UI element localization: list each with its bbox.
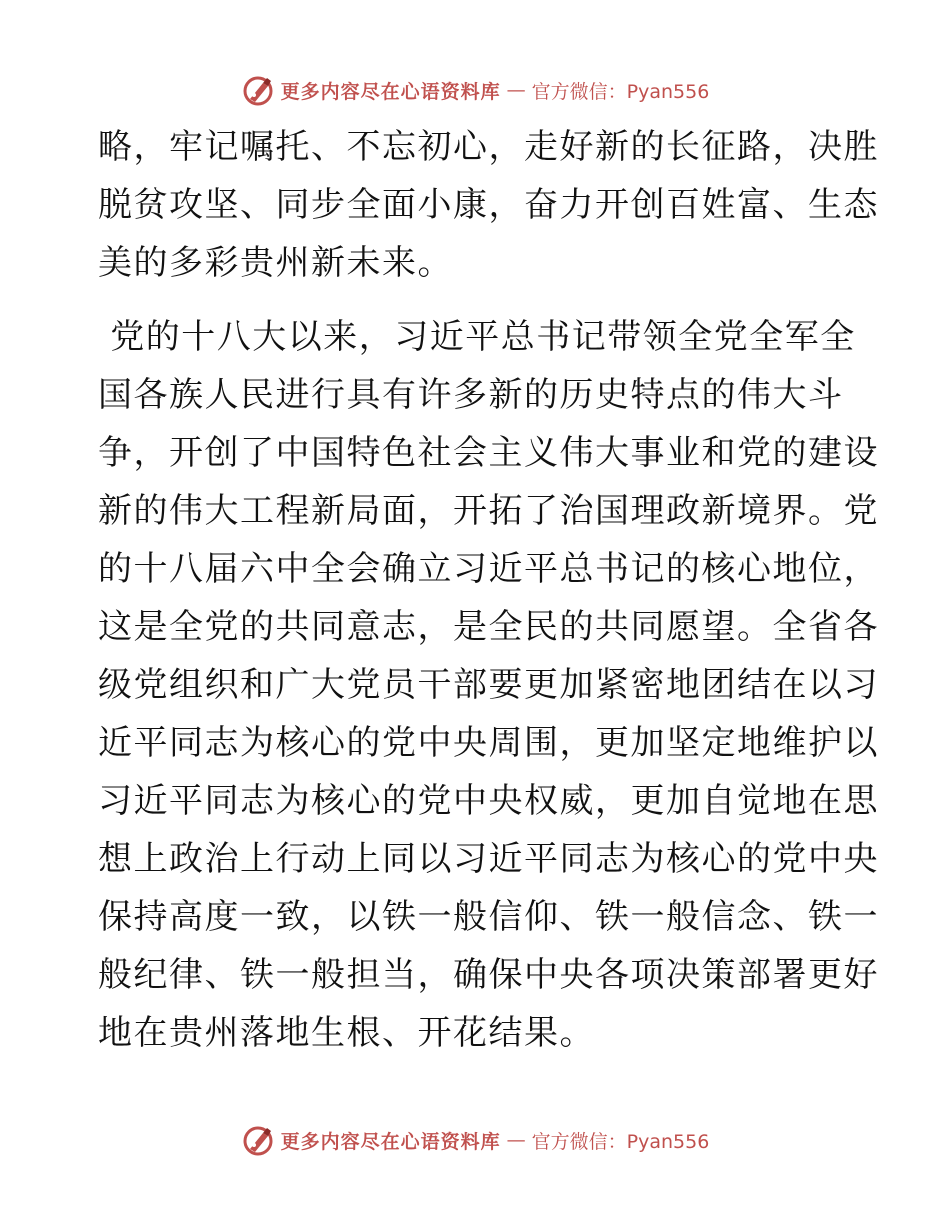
banner-wechat-id: 官方微信：Pyan556 xyxy=(531,80,710,103)
banner-title: 更多内容尽在心语资料库 xyxy=(280,80,501,103)
text-line: 美的多彩贵州新未来。 xyxy=(98,243,453,283)
text-line: 党的十八大以来，习近平总书记带领全党全军全 xyxy=(98,317,856,357)
text-line: 地在贵州落地生根、开花结果。 xyxy=(98,1013,595,1053)
pen-circle-logo-icon xyxy=(241,73,275,107)
text-line: 习近平同志为核心的党中央权威，更加自觉地在思 xyxy=(98,781,879,821)
text-line: 近平同志为核心的党中央周围，更加坚定地维护以 xyxy=(98,723,879,763)
banner-separator: — xyxy=(506,1129,526,1151)
text-line: 争，开创了中国特色社会主义伟大事业和党的建设 xyxy=(98,433,879,473)
header-banner xyxy=(0,70,950,110)
pen-circle-logo-icon xyxy=(241,1123,275,1157)
banner-wechat-id: 官方微信：Pyan556 xyxy=(531,1130,710,1153)
text-line: 略，牢记嘱托、不忘初心，走好新的长征路，决胜 xyxy=(98,127,879,167)
text-line: 保持高度一致，以铁一般信仰、铁一般信念、铁一 xyxy=(98,897,879,937)
text-line: 级党组织和广大党员干部要更加紧密地团结在以习 xyxy=(98,665,879,705)
document-body xyxy=(98,118,879,1062)
paragraph-gap xyxy=(98,292,858,308)
banner-title: 更多内容尽在心语资料库 xyxy=(280,1130,501,1153)
text-line: 国各族人民进行具有许多新的历史特点的伟大斗 xyxy=(98,375,844,415)
text-line: 这是全党的共同意志，是全民的共同愿望。全省各 xyxy=(98,607,879,647)
text-line: 般纪律、铁一般担当，确保中央各项决策部署更好 xyxy=(98,955,879,995)
footer-banner xyxy=(0,1120,950,1160)
paragraph xyxy=(98,308,879,1062)
text-line: 新的伟大工程新局面，开拓了治国理政新境界。党 xyxy=(98,491,879,531)
banner-separator: — xyxy=(506,79,526,101)
text-line: 的十八届六中全会确立习近平总书记的核心地位， xyxy=(98,549,879,589)
text-line: 脱贫攻坚、同步全面小康，奋力开创百姓富、生态 xyxy=(98,185,879,225)
paragraph xyxy=(98,118,879,292)
text-line: 想上政治上行动上同以习近平同志为核心的党中央 xyxy=(98,839,879,879)
